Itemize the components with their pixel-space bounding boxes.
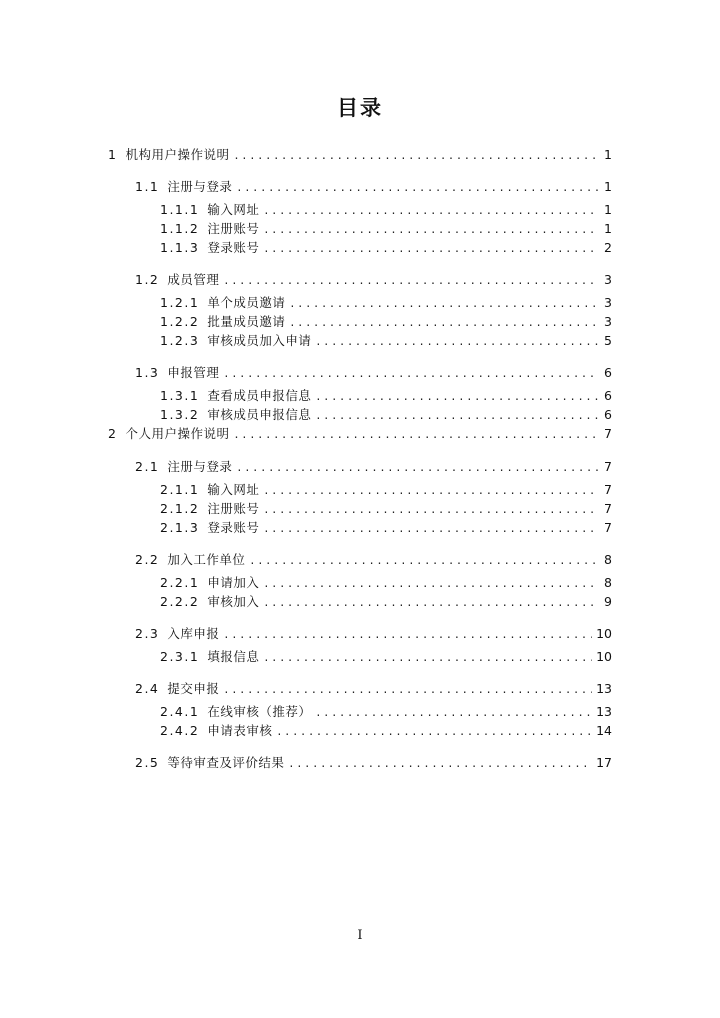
toc-dot-leader xyxy=(264,200,598,219)
toc-entry[interactable] xyxy=(160,647,612,666)
toc-dot-leader xyxy=(277,721,592,740)
toc-entry[interactable] xyxy=(160,499,612,518)
toc-section-number: 1.1.2 xyxy=(160,221,200,236)
toc-title: 目录 xyxy=(337,96,383,120)
toc-dot-leader xyxy=(290,293,598,312)
toc-section-number: 2.2.2 xyxy=(160,594,200,609)
toc-entry[interactable] xyxy=(160,312,612,331)
toc-section-number: 1.2.1 xyxy=(160,295,200,310)
toc-dot-leader xyxy=(264,238,598,257)
toc-section-title: 审核成员加入申请 xyxy=(207,333,312,348)
toc-section-number: 2 xyxy=(108,426,118,441)
toc-page-number: 6 xyxy=(604,365,612,380)
toc-section-title: 输入网址 xyxy=(207,482,260,497)
toc-section-number: 2.4.2 xyxy=(160,723,200,738)
toc-entry[interactable] xyxy=(108,424,612,443)
toc-entry[interactable] xyxy=(160,592,612,611)
toc-section-title: 单个成员邀请 xyxy=(207,295,286,310)
toc-entry[interactable] xyxy=(135,457,612,476)
toc-dot-leader xyxy=(316,386,598,405)
toc-entry[interactable] xyxy=(160,480,612,499)
toc-section-number: 1.1.3 xyxy=(160,240,200,255)
toc-section-title: 申请表审核 xyxy=(207,723,273,738)
toc-section-title: 机构用户操作说明 xyxy=(125,147,230,162)
toc-section-number: 1.3 xyxy=(135,365,160,380)
toc-section-number: 1 xyxy=(108,147,118,162)
toc-section-title: 注册账号 xyxy=(207,221,260,236)
toc-section-number: 1.1.1 xyxy=(160,202,200,217)
toc-section-title: 登录账号 xyxy=(207,240,260,255)
toc-entry[interactable] xyxy=(160,293,612,312)
toc-entry[interactable] xyxy=(135,753,612,772)
toc-page-number: 7 xyxy=(604,482,612,497)
toc-section-number: 1.3.2 xyxy=(160,407,200,422)
toc-section-title: 批量成员邀请 xyxy=(207,314,286,329)
toc-dot-leader xyxy=(224,270,598,289)
toc-dot-leader xyxy=(289,753,592,772)
toc-section-title: 填报信息 xyxy=(207,649,260,664)
toc-entry[interactable] xyxy=(160,405,612,424)
toc-section-title: 登录账号 xyxy=(207,520,260,535)
toc-entry[interactable] xyxy=(160,518,612,537)
toc-dot-leader xyxy=(316,702,592,721)
toc-dot-leader xyxy=(224,679,592,698)
toc-page-number: 13 xyxy=(596,681,612,696)
toc-entry[interactable] xyxy=(160,573,612,592)
toc-entry[interactable] xyxy=(160,331,612,350)
toc-page-number: 10 xyxy=(596,649,612,664)
toc-section-number: 2.1.2 xyxy=(160,501,200,516)
toc-entry[interactable] xyxy=(135,270,612,289)
toc-section-number: 1.3.1 xyxy=(160,388,200,403)
toc-page-number: 7 xyxy=(604,520,612,535)
toc-page-number: 10 xyxy=(596,626,612,641)
toc-dot-leader xyxy=(264,592,598,611)
toc-dot-leader xyxy=(264,480,598,499)
toc-entry[interactable] xyxy=(135,363,612,382)
toc-dot-leader xyxy=(224,624,592,643)
toc-dot-leader xyxy=(237,177,598,196)
toc-page-number: 2 xyxy=(604,240,612,255)
toc-section-title: 输入网址 xyxy=(207,202,260,217)
toc-entry[interactable] xyxy=(160,200,612,219)
toc-section-number: 2.1.3 xyxy=(160,520,200,535)
toc-dot-leader xyxy=(234,145,598,164)
toc-dot-leader xyxy=(250,550,598,569)
toc-section-number: 2.2.1 xyxy=(160,575,200,590)
toc-page-number: 8 xyxy=(604,575,612,590)
toc-section-title: 申报管理 xyxy=(167,365,220,380)
toc-page-number: 7 xyxy=(604,501,612,516)
toc-dot-leader xyxy=(316,405,598,424)
toc-section-number: 2.5 xyxy=(135,755,160,770)
toc-dot-leader xyxy=(264,518,598,537)
toc-entry[interactable] xyxy=(135,550,612,569)
toc-entry[interactable] xyxy=(135,679,612,698)
toc-section-number: 2.4.1 xyxy=(160,704,200,719)
toc-section-title: 个人用户操作说明 xyxy=(125,426,230,441)
toc-page-number: 1 xyxy=(604,179,612,194)
toc-dot-leader xyxy=(264,647,592,666)
toc-entry[interactable] xyxy=(160,721,612,740)
toc-entry[interactable] xyxy=(135,624,612,643)
toc-entry[interactable] xyxy=(160,238,612,257)
toc-section-number: 1.2.2 xyxy=(160,314,200,329)
toc-section-number: 2.3.1 xyxy=(160,649,200,664)
toc-section-number: 2.2 xyxy=(135,552,160,567)
toc-section-number: 1.2 xyxy=(135,272,160,287)
toc-section-title: 申请加入 xyxy=(207,575,260,590)
toc-dot-leader xyxy=(316,331,598,350)
toc-page-number: 5 xyxy=(604,333,612,348)
toc-page-number: 1 xyxy=(604,221,612,236)
toc-page-number: 17 xyxy=(596,755,612,770)
toc-section-title: 入库申报 xyxy=(167,626,220,641)
toc-entry[interactable] xyxy=(160,219,612,238)
toc-section-title: 成员管理 xyxy=(167,272,220,287)
toc-page-number: 6 xyxy=(604,407,612,422)
toc-entry[interactable] xyxy=(108,145,612,164)
toc-dot-leader xyxy=(290,312,598,331)
toc-page-number: 3 xyxy=(604,314,612,329)
toc-page-number: 1 xyxy=(604,202,612,217)
toc-dot-leader xyxy=(234,424,598,443)
toc-section-title: 审核成员申报信息 xyxy=(207,407,312,422)
toc-section-number: 1.1 xyxy=(135,179,160,194)
toc-dot-leader xyxy=(264,219,598,238)
toc-page-number: 13 xyxy=(596,704,612,719)
toc-section-title: 注册账号 xyxy=(207,501,260,516)
toc-entry[interactable] xyxy=(135,177,612,196)
toc-dot-leader xyxy=(264,499,598,518)
toc-section-number: 2.3 xyxy=(135,626,160,641)
toc-section-title: 查看成员申报信息 xyxy=(207,388,312,403)
toc-page-number: 7 xyxy=(604,459,612,474)
toc-page-number: 3 xyxy=(604,272,612,287)
toc-section-number: 2.4 xyxy=(135,681,160,696)
toc-section-title: 注册与登录 xyxy=(167,459,233,474)
toc-section-title: 审核加入 xyxy=(207,594,260,609)
toc-page-number: 6 xyxy=(604,388,612,403)
toc-dot-leader xyxy=(224,363,598,382)
toc-section-number: 2.1 xyxy=(135,459,160,474)
toc-section-number: 1.2.3 xyxy=(160,333,200,348)
toc-entry[interactable] xyxy=(160,386,612,405)
toc-section-title: 等待审查及评价结果 xyxy=(167,755,285,770)
toc-dot-leader xyxy=(264,573,598,592)
toc-page-number: 9 xyxy=(604,594,612,609)
toc-page-number: 1 xyxy=(604,147,612,162)
page-number: I xyxy=(357,928,363,943)
toc-dot-leader xyxy=(237,457,598,476)
toc-section-title: 注册与登录 xyxy=(167,179,233,194)
toc-page-number: 8 xyxy=(604,552,612,567)
toc-page-number: 7 xyxy=(604,426,612,441)
toc-section-title: 在线审核（推荐） xyxy=(207,704,312,719)
toc-page-number: 3 xyxy=(604,295,612,310)
toc-section-number: 2.1.1 xyxy=(160,482,200,497)
toc-page-number: 14 xyxy=(596,723,612,738)
toc-entry[interactable] xyxy=(160,702,612,721)
toc-section-title: 加入工作单位 xyxy=(167,552,246,567)
toc-section-title: 提交申报 xyxy=(167,681,220,696)
